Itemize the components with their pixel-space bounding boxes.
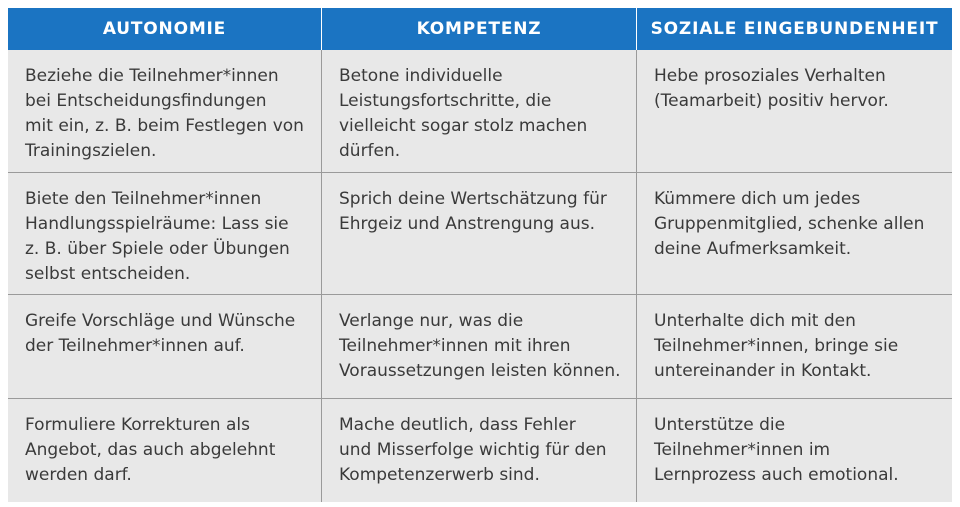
cell-kompetenz-3: Verlange nur, was die Teilnehmer*innen mit ihren Voraussetzungen leisten können. (322, 294, 637, 398)
cell-autonomie-4: Formuliere Korrekturen als Angebot, das auch abgelehnt werden darf. (8, 398, 322, 502)
cell-soziale-eingebundenheit-2: Kümmere dich um jedes Gruppenmitglied, schenke allen deine Aufmerksamkeit. (637, 172, 952, 294)
cell-kompetenz-2: Sprich deine Wertschätzung für Ehrgeiz und Anstrengung aus. (322, 172, 637, 294)
cell-autonomie-3: Greife Vorschläge und Wünsche der Teilnehmer*innen auf. (8, 294, 322, 398)
header-autonomie: AUTONOMIE (8, 8, 322, 50)
header-soziale-eingebundenheit: SOZIALE EINGEBUNDENHEIT (637, 8, 952, 50)
needs-table (8, 8, 952, 502)
cell-soziale-eingebundenheit-4: Unterstütze die Teilnehmer*innen im Lernprozess auch emotional. (637, 398, 952, 502)
cell-autonomie-1: Beziehe die Teilnehmer*innen bei Entscheidungsfindungen mit ein, z. B. beim Festlegen von Trainingszielen. (8, 50, 322, 172)
cell-kompetenz-4: Mache deutlich, dass Fehler und Misserfolge wichtig für den Kompetenzerwerb sind. (322, 398, 637, 502)
cell-soziale-eingebundenheit-3: Unterhalte dich mit den Teilnehmer*innen, bringe sie untereinander in Kontakt. (637, 294, 952, 398)
header-kompetenz: KOMPETENZ (322, 8, 637, 50)
cell-kompetenz-1: Betone individuelle Leistungsfortschritte, die vielleicht sogar stolz machen dürfen. (322, 50, 637, 172)
cell-autonomie-2: Biete den Teilnehmer*innen Handlungsspielräume: Lass sie z. B. über Spiele oder Übungen selbst entscheiden. (8, 172, 322, 294)
cell-soziale-eingebundenheit-1: Hebe prosoziales Verhalten (Teamarbeit) positiv hervor. (654, 66, 889, 111)
